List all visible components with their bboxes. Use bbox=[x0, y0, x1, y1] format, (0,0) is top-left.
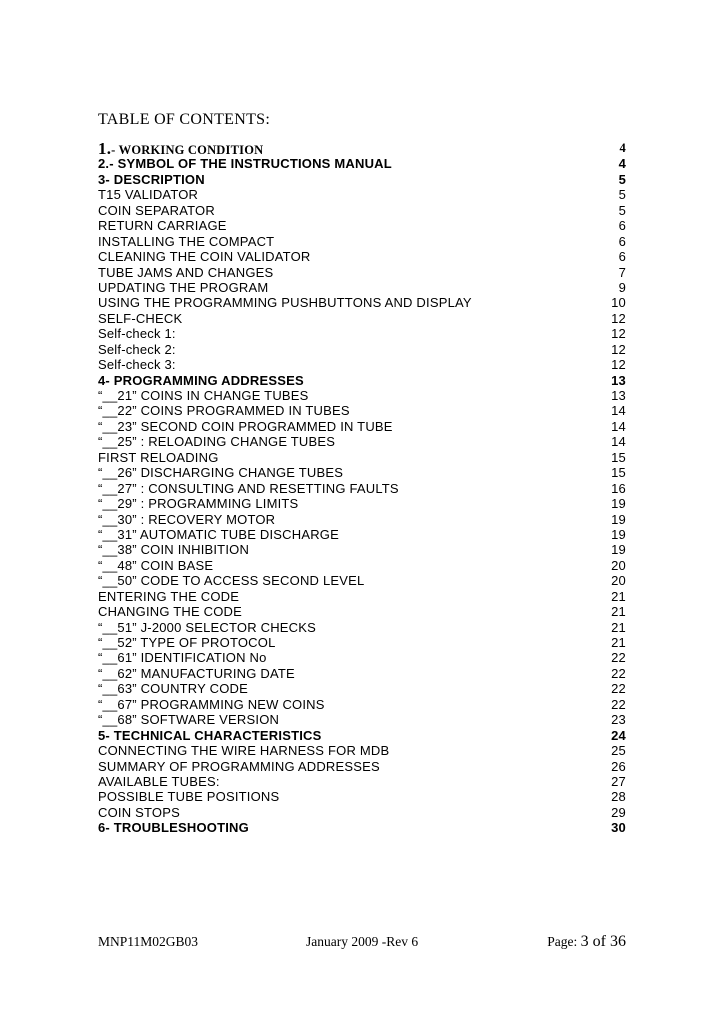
toc-entry bbox=[98, 774, 628, 789]
toc-entry bbox=[98, 805, 628, 820]
toc-entry bbox=[98, 434, 628, 449]
toc-entry-text: COIN STOPS bbox=[98, 804, 180, 820]
toc-entry-text: ENTERING THE CODE bbox=[98, 588, 240, 604]
toc-entry-text: 2.- SYMBOL OF THE INSTRUCTIONS MANUAL bbox=[98, 156, 392, 172]
toc-entry-label bbox=[98, 342, 176, 357]
toc-entry-label bbox=[98, 203, 215, 218]
toc-entry-page: 15 bbox=[611, 449, 626, 465]
toc-entry bbox=[98, 141, 628, 156]
toc-entry-page: 14 bbox=[611, 403, 626, 419]
toc-entry bbox=[98, 249, 628, 264]
toc-entry bbox=[98, 743, 628, 758]
toc-entry-label bbox=[98, 481, 399, 496]
toc-entry-label bbox=[98, 820, 249, 835]
toc-entry-text: “__51” J-2000 SELECTOR CHECKS bbox=[98, 619, 316, 635]
toc-entry bbox=[98, 388, 628, 403]
toc-entry-label bbox=[98, 280, 268, 295]
toc-entry bbox=[98, 403, 628, 418]
toc-entry-page: 20 bbox=[611, 573, 626, 589]
document-code: MNP11M02GB03 bbox=[98, 934, 199, 949]
toc-entry bbox=[98, 558, 628, 573]
page-footer bbox=[98, 934, 628, 954]
toc-title: TABLE OF CONTENTS: bbox=[98, 111, 271, 128]
page-current: 3 bbox=[580, 933, 589, 950]
toc-entry bbox=[98, 604, 628, 619]
toc-entry-text: “__25” : RELOADING CHANGE TUBES bbox=[98, 434, 336, 450]
toc-entry-page: 25 bbox=[611, 743, 626, 759]
toc-entry-text: CLEANING THE COIN VALIDATOR bbox=[98, 249, 311, 265]
toc-entry-page: 16 bbox=[611, 480, 626, 496]
toc-entry-page: 29 bbox=[611, 804, 626, 820]
toc-entry-page: 20 bbox=[611, 557, 626, 573]
toc-entry-page: 13 bbox=[611, 388, 626, 403]
toc-entry-page: 23 bbox=[611, 712, 626, 728]
toc-entry-text: SELF-CHECK bbox=[98, 310, 183, 326]
toc-entry-page: 9 bbox=[618, 279, 626, 295]
toc-entry-label bbox=[98, 434, 335, 449]
toc-entry bbox=[98, 357, 628, 372]
toc-entry-text: USING THE PROGRAMMING PUSHBUTTONS AND DISPLAY bbox=[98, 295, 472, 311]
toc-entry-text: “__31” AUTOMATIC TUBE DISCHARGE bbox=[98, 526, 339, 542]
toc-entry-label bbox=[98, 558, 213, 573]
toc-entry-page: 19 bbox=[611, 511, 626, 527]
toc-entry-text: “__27” : CONSULTING AND RESETTING FAULTS bbox=[98, 480, 399, 496]
toc-entry-page: 21 bbox=[611, 619, 626, 635]
toc-entry-text: “__22” COINS PROGRAMMED IN TUBES bbox=[98, 403, 350, 419]
toc-entry bbox=[98, 759, 628, 774]
toc-entry-text: T15 VALIDATOR bbox=[98, 187, 199, 203]
toc-entry-text: INSTALLING THE COMPACT bbox=[98, 233, 275, 249]
toc-entry bbox=[98, 311, 628, 326]
toc-entry-label bbox=[98, 496, 298, 511]
toc-entry-label bbox=[98, 450, 219, 465]
toc-entry bbox=[98, 465, 628, 480]
toc-entry-label bbox=[98, 774, 220, 789]
toc-entry bbox=[98, 373, 628, 388]
toc-entry bbox=[98, 512, 628, 527]
toc-entry-label bbox=[98, 635, 276, 650]
toc-entry-label bbox=[98, 419, 393, 434]
toc-entry bbox=[98, 789, 628, 804]
toc-entry-page: 19 bbox=[611, 526, 626, 542]
toc-entry-text: “__38” COIN INHIBITION bbox=[98, 542, 250, 558]
toc-entry-label bbox=[98, 573, 364, 588]
toc-entry-label bbox=[98, 373, 304, 388]
toc-entry-text: “__62” MANUFACTURING DATE bbox=[98, 665, 295, 681]
toc-entry-label bbox=[98, 620, 316, 635]
toc-entry-label bbox=[98, 512, 275, 527]
toc-entry-label bbox=[98, 249, 310, 264]
toc-entry bbox=[98, 542, 628, 557]
toc-entry-label bbox=[98, 311, 182, 326]
toc-entry bbox=[98, 728, 628, 743]
toc-entry-label bbox=[98, 465, 343, 480]
toc-entry-page: 6 bbox=[618, 249, 626, 265]
toc-entry-page: 7 bbox=[618, 264, 626, 280]
toc-entry-text: “__23” SECOND COIN PROGRAMMED IN TUBE bbox=[98, 418, 393, 434]
toc-entry-page: 26 bbox=[611, 758, 626, 774]
toc-entry-page: 21 bbox=[611, 604, 626, 620]
toc-entry bbox=[98, 265, 628, 280]
toc-entry-text: “__21” COINS IN CHANGE TUBES bbox=[98, 388, 309, 403]
toc-entry bbox=[98, 620, 628, 635]
toc-entry-page: 6 bbox=[618, 233, 626, 249]
toc-entry-text: 3- DESCRIPTION bbox=[98, 171, 205, 187]
toc-entry bbox=[98, 681, 628, 696]
toc-entry-page: 21 bbox=[611, 635, 626, 650]
toc-entry-label bbox=[98, 542, 249, 557]
toc-entry bbox=[98, 527, 628, 542]
toc-entry-label bbox=[98, 759, 380, 774]
toc-entry-label bbox=[98, 589, 239, 604]
toc-entry-page: 14 bbox=[611, 418, 626, 434]
toc-entry bbox=[98, 203, 628, 218]
toc-entry bbox=[98, 481, 628, 496]
toc-entry-page: 14 bbox=[611, 434, 626, 450]
toc-entry bbox=[98, 712, 628, 727]
toc-entry-text: 6- TROUBLESHOOTING bbox=[98, 820, 249, 836]
toc-entry-page: 12 bbox=[611, 357, 626, 373]
toc-entry-label bbox=[98, 604, 242, 619]
toc-entry-label bbox=[98, 681, 248, 696]
toc-entry-label bbox=[98, 697, 325, 712]
toc-entry bbox=[98, 187, 628, 202]
toc-entry-page: 5 bbox=[618, 202, 626, 218]
toc-entry-text: FIRST RELOADING bbox=[98, 449, 219, 465]
toc-entry bbox=[98, 589, 628, 604]
toc-entry-label bbox=[98, 650, 267, 665]
toc-entry-label bbox=[98, 743, 389, 758]
toc-entry-text: “__29” : PROGRAMMING LIMITS bbox=[98, 496, 299, 512]
toc-entry bbox=[98, 218, 628, 233]
toc-entry-page: 4 bbox=[619, 141, 626, 155]
toc-entry-text: AVAILABLE TUBES: bbox=[98, 773, 220, 789]
toc-entry bbox=[98, 450, 628, 465]
toc-entry-text: CONNECTING THE WIRE HARNESS FOR MDB bbox=[98, 743, 390, 759]
toc-entry-label bbox=[98, 805, 180, 820]
toc-entry-text: Self-check 2: bbox=[98, 341, 176, 357]
toc-entry-label bbox=[98, 357, 176, 372]
toc-entry-page: 22 bbox=[611, 650, 626, 666]
toc-entry-text: - WORKING CONDITION bbox=[111, 143, 264, 157]
toc-entry bbox=[98, 666, 628, 681]
toc-entry-text: POSSIBLE TUBE POSITIONS bbox=[98, 789, 280, 805]
document-date: January 2009 -Rev 6 bbox=[306, 934, 419, 949]
toc-entry-page: 5 bbox=[618, 171, 626, 187]
toc-entry-page: 5 bbox=[618, 187, 626, 203]
toc-entry-label bbox=[98, 295, 472, 310]
toc-entry-page: 12 bbox=[611, 341, 626, 357]
toc-entry-text: Self-check 1: bbox=[98, 326, 176, 342]
toc-entry-page: 15 bbox=[611, 465, 626, 481]
toc-entry-label bbox=[98, 172, 205, 187]
toc-entry bbox=[98, 280, 628, 295]
toc-entry-text: “__48” COIN BASE bbox=[98, 557, 214, 573]
toc-entry-page: 4 bbox=[618, 156, 626, 172]
toc-entry-label bbox=[98, 388, 309, 403]
toc-entry-page: 19 bbox=[611, 496, 626, 512]
toc-entry-text: RETURN CARRIAGE bbox=[98, 218, 227, 234]
toc-entry-page: 12 bbox=[611, 310, 626, 326]
toc-entry-page: 28 bbox=[611, 789, 626, 805]
page-prefix: Page: bbox=[547, 934, 581, 949]
toc-entry-page: 22 bbox=[611, 665, 626, 681]
toc-entry-label bbox=[98, 789, 279, 804]
toc-entry bbox=[98, 635, 628, 650]
toc-entry bbox=[98, 234, 628, 249]
toc-entry-label bbox=[98, 234, 274, 249]
toc-entry bbox=[98, 295, 628, 310]
page-number-info bbox=[547, 933, 626, 951]
table-of-contents bbox=[98, 141, 628, 836]
toc-entry bbox=[98, 156, 628, 171]
toc-entry-page: 19 bbox=[611, 542, 626, 558]
toc-entry-label bbox=[98, 666, 295, 681]
toc-entry-text: “__61” IDENTIFICATION No bbox=[98, 650, 267, 666]
toc-entry-page: 13 bbox=[611, 372, 626, 388]
toc-entry-label bbox=[98, 712, 279, 727]
toc-entry-text: SUMMARY OF PROGRAMMING ADDRESSES bbox=[98, 758, 380, 774]
toc-entry bbox=[98, 573, 628, 588]
toc-entry bbox=[98, 496, 628, 511]
toc-entry bbox=[98, 342, 628, 357]
toc-entry-label bbox=[98, 728, 321, 743]
toc-entry-text: “__50” CODE TO ACCESS SECOND LEVEL bbox=[98, 573, 365, 589]
toc-entry-label bbox=[98, 218, 227, 233]
toc-entry-page: 24 bbox=[611, 727, 626, 743]
toc-entry bbox=[98, 697, 628, 712]
toc-entry-label bbox=[98, 156, 392, 171]
toc-entry-text: UPDATING THE PROGRAM bbox=[98, 279, 269, 295]
toc-entry-page: 22 bbox=[611, 696, 626, 712]
toc-entry bbox=[98, 172, 628, 187]
toc-entry-text: 4- PROGRAMMING ADDRESSES bbox=[98, 372, 304, 388]
toc-entry-text: “__52” TYPE OF PROTOCOL bbox=[98, 635, 276, 650]
toc-entry-text: 5- TECHNICAL CHARACTERISTICS bbox=[98, 727, 322, 743]
page-total: of 36 bbox=[588, 933, 626, 950]
toc-entry-label bbox=[98, 265, 273, 280]
toc-entry-text: CHANGING THE CODE bbox=[98, 604, 243, 620]
toc-entry-number: 1. bbox=[98, 139, 112, 158]
toc-entry-label bbox=[98, 187, 198, 202]
toc-entry-text: COIN SEPARATOR bbox=[98, 202, 215, 218]
toc-entry-page: 30 bbox=[611, 820, 626, 836]
toc-entry-page: 27 bbox=[611, 773, 626, 789]
toc-entry-page: 21 bbox=[611, 588, 626, 604]
toc-entry-page: 12 bbox=[611, 326, 626, 342]
toc-entry bbox=[98, 650, 628, 665]
toc-entry-text: Self-check 3: bbox=[98, 357, 176, 373]
toc-entry bbox=[98, 326, 628, 341]
toc-entry-page: 10 bbox=[611, 295, 626, 311]
toc-entry bbox=[98, 820, 628, 835]
toc-entry-label bbox=[98, 527, 339, 542]
toc-entry-text: “__26” DISCHARGING CHANGE TUBES bbox=[98, 465, 344, 481]
toc-entry-text: “__63” COUNTRY CODE bbox=[98, 681, 248, 697]
toc-entry-page: 22 bbox=[611, 681, 626, 697]
toc-entry-text: TUBE JAMS AND CHANGES bbox=[98, 264, 274, 280]
toc-entry-label bbox=[98, 326, 176, 341]
toc-entry-label bbox=[98, 403, 350, 418]
toc-entry-text: “__67” PROGRAMMING NEW COINS bbox=[98, 696, 325, 712]
toc-entry-text: “__30” : RECOVERY MOTOR bbox=[98, 511, 276, 527]
toc-entry bbox=[98, 419, 628, 434]
toc-entry-page: 6 bbox=[618, 218, 626, 234]
toc-entry-text: “__68” SOFTWARE VERSION bbox=[98, 712, 280, 728]
